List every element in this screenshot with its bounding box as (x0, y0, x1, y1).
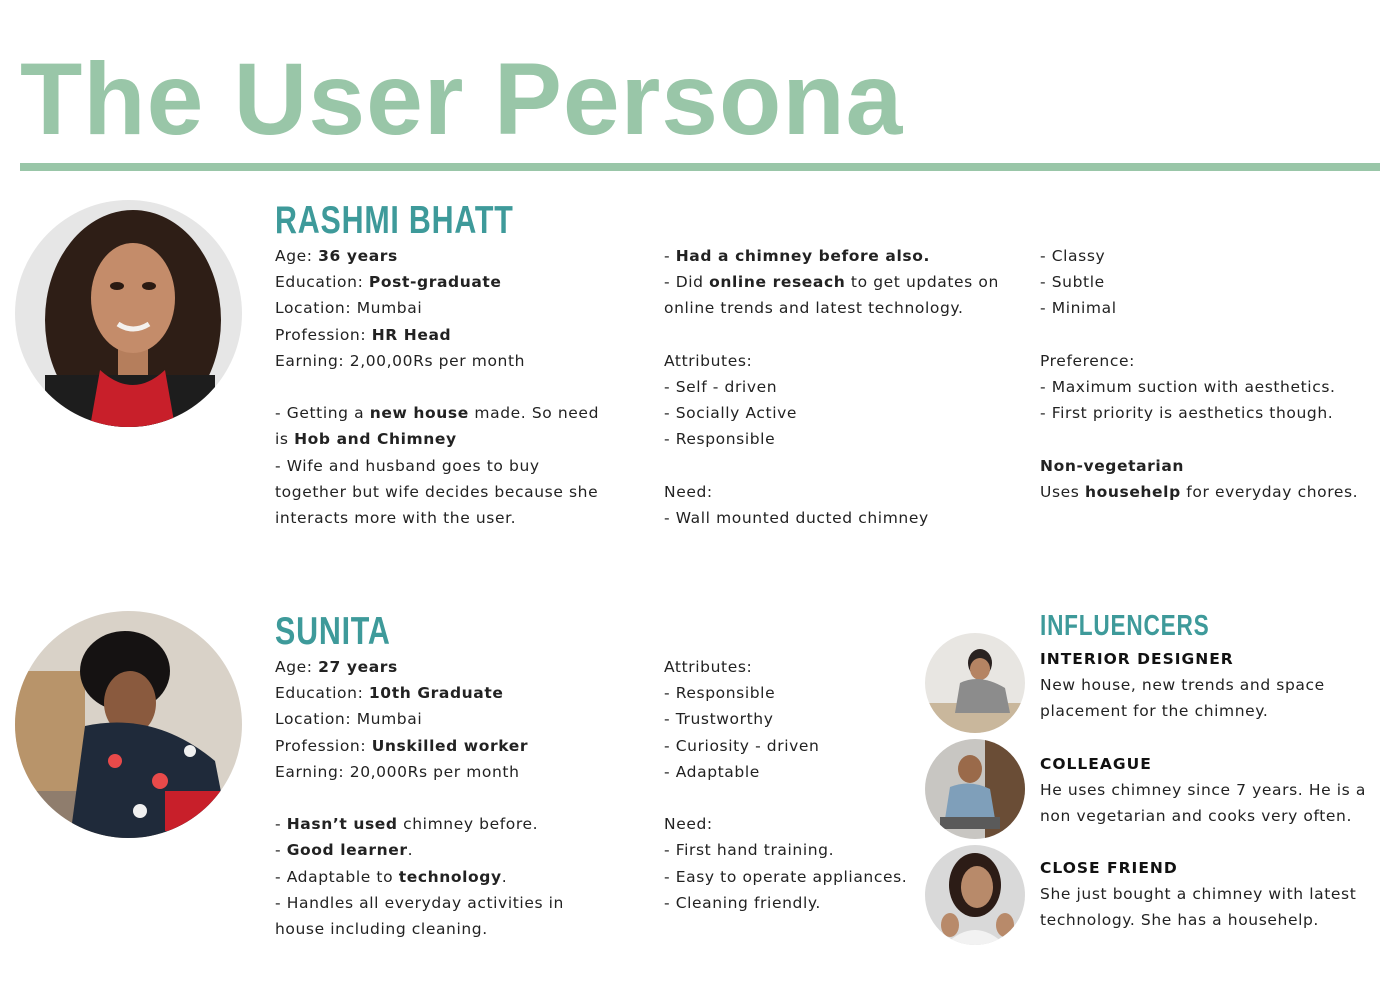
body-text: online trends and latest technology. (664, 299, 964, 318)
influencer-title-interior-designer: INTERIOR DESIGNER (1040, 650, 1234, 668)
body-text: - Socially Active (664, 404, 798, 423)
text-line (275, 453, 599, 479)
text-line (275, 864, 564, 890)
persona-photo-rashmi (15, 200, 242, 427)
body-text: - Self - driven (664, 377, 778, 396)
body-text: Age: (275, 658, 319, 676)
text-line (275, 706, 564, 732)
body-text: - Cleaning friendly. (664, 893, 821, 912)
emphasis-text: 27 years (318, 658, 398, 676)
text-line (275, 426, 599, 452)
body-text: is (275, 430, 295, 449)
body-text: Age: (275, 247, 319, 265)
body-text: Need: (664, 482, 713, 501)
persona-attributes-sunita (664, 654, 907, 916)
text-line (1040, 295, 1358, 321)
text-line (664, 322, 999, 348)
text-line (664, 479, 999, 505)
text-line (275, 348, 599, 374)
emphasis-text: Unskilled worker (371, 736, 529, 755)
body-text: - Did (664, 273, 710, 292)
text-line (664, 785, 907, 811)
text-line (664, 890, 907, 916)
body-text: Education: (275, 273, 369, 292)
body-text: chimney before. (397, 815, 539, 834)
body-text: Education: (275, 684, 369, 703)
text-line (275, 505, 599, 531)
body-text: - Responsible (664, 430, 776, 449)
text-line (664, 759, 907, 785)
portrait-photo-icon (925, 739, 1025, 839)
body-text: - (275, 841, 287, 860)
text-line (664, 243, 999, 269)
text-line (1040, 374, 1358, 400)
body-text: - Trustworthy (664, 710, 774, 729)
body-text: - Responsible (664, 684, 776, 703)
body-text: interacts more with the user. (275, 508, 517, 527)
page-title: The User Persona (20, 42, 904, 156)
emphasis-text: technology (398, 867, 502, 886)
text-line (1040, 348, 1358, 374)
body-text: - Getting a (275, 404, 370, 423)
body-text: house including cleaning. (275, 919, 488, 938)
influencer-photo-close-friend (925, 845, 1025, 945)
emphasis-text: HR Head (371, 325, 452, 344)
emphasis-text: 10th Graduate (368, 684, 504, 703)
persona-name-rashmi: RASHMI BHATT (275, 199, 514, 242)
text-line (275, 733, 564, 759)
body-text: for everyday chores. (1180, 482, 1359, 501)
text-line (664, 269, 999, 295)
text-line (664, 295, 999, 321)
body-text: - (275, 815, 287, 834)
text-line (664, 400, 999, 426)
text-line (275, 322, 599, 348)
text-line (1040, 426, 1358, 452)
persona-preferences-rashmi (1040, 243, 1358, 505)
text-line (1040, 243, 1358, 269)
text-line (1040, 453, 1358, 479)
text-line (275, 837, 564, 863)
text-line (664, 733, 907, 759)
emphasis-text: Non-vegetarian (1040, 456, 1185, 475)
body-text: Preference: (1040, 351, 1135, 370)
body-text: - Classy (1040, 247, 1106, 265)
portrait-photo-icon (15, 611, 242, 838)
body-text: Uses (1040, 482, 1085, 501)
text-line (275, 243, 599, 269)
body-text: - Maximum suction with aesthetics. (1040, 377, 1336, 396)
body-text: - (664, 247, 676, 265)
body-text: . (501, 867, 508, 886)
influencer-line: He uses chimney since 7 years. He is a (1040, 781, 1366, 799)
portrait-photo-icon (925, 633, 1025, 733)
body-text: - Easy to operate appliances. (664, 867, 908, 886)
influencer-line: She just bought a chimney with latest (1040, 885, 1357, 903)
text-line (1040, 322, 1358, 348)
text-line (664, 426, 999, 452)
emphasis-text: online reseach (709, 273, 846, 292)
influencer-line: placement for the chimney. (1040, 702, 1269, 721)
text-line (664, 706, 907, 732)
body-text: Attributes: (664, 351, 753, 370)
influencer-line: New house, new trends and space (1040, 676, 1325, 694)
emphasis-text: 36 years (318, 247, 398, 265)
text-line (664, 453, 999, 479)
body-text: - Subtle (1040, 273, 1105, 292)
text-line (275, 890, 564, 916)
emphasis-text: new house (369, 404, 469, 423)
text-line (275, 400, 599, 426)
body-text: - Adaptable to (275, 867, 399, 886)
body-text: Profession: (275, 736, 372, 755)
influencer-text-interior-designer (1040, 672, 1325, 724)
emphasis-text: Post-graduate (368, 273, 502, 292)
body-text: - Wife and husband goes to buy (275, 456, 540, 475)
persona-name-sunita: SUNITA (275, 610, 391, 653)
text-line (275, 374, 599, 400)
text-line (275, 811, 564, 837)
title-divider (20, 163, 1380, 171)
body-text: Earning: 2,00,00Rs per month (275, 351, 526, 370)
emphasis-text: Had a chimney before also. (675, 247, 930, 265)
body-text: made. So need (468, 404, 600, 423)
body-text: Location: Mumbai (275, 710, 423, 729)
text-line (275, 654, 564, 680)
body-text: - Handles all everyday activities in (275, 893, 564, 912)
text-line (275, 680, 564, 706)
influencer-title-colleague: COLLEAGUE (1040, 755, 1152, 773)
influencer-photo-interior-designer (925, 633, 1025, 733)
influencer-line: technology. She has a househelp. (1040, 911, 1319, 930)
body-text: - First hand training. (664, 841, 835, 860)
emphasis-text: Hasn’t used (286, 815, 398, 834)
body-text: to get updates on (845, 273, 999, 292)
body-text: - Minimal (1040, 299, 1117, 318)
text-line (664, 348, 999, 374)
text-line (664, 811, 907, 837)
body-text: - Wall mounted ducted chimney (664, 508, 929, 527)
text-line (664, 864, 907, 890)
emphasis-text: househelp (1084, 482, 1181, 501)
text-line (1040, 400, 1358, 426)
influencer-text-colleague (1040, 777, 1366, 829)
body-text: Attributes: (664, 658, 753, 676)
body-text: - Curiosity - driven (664, 736, 820, 755)
text-line (275, 759, 564, 785)
portrait-photo-icon (15, 200, 242, 427)
text-line (275, 269, 599, 295)
influencers-heading: INFLUENCERS (1040, 610, 1210, 642)
influencer-photo-colleague (925, 739, 1025, 839)
body-text: Need: (664, 815, 713, 834)
influencer-title-close-friend: CLOSE FRIEND (1040, 859, 1178, 877)
body-text: Earning: 20,000Rs per month (275, 762, 520, 781)
influencer-line: non vegetarian and cooks very often. (1040, 807, 1353, 826)
persona-background-rashmi (664, 243, 999, 531)
influencer-text-close-friend (1040, 881, 1356, 933)
text-line (275, 785, 564, 811)
body-text: . (407, 841, 414, 860)
text-line (275, 295, 599, 321)
text-line (1040, 479, 1358, 505)
text-line (275, 916, 564, 942)
persona-photo-sunita (15, 611, 242, 838)
persona-details-sunita (275, 654, 564, 942)
body-text: - Adaptable (664, 762, 760, 781)
text-line (664, 837, 907, 863)
text-line (664, 654, 907, 680)
text-line (664, 505, 999, 531)
body-text: together but wife decides because she (275, 482, 599, 501)
emphasis-text: Good learner (286, 841, 408, 860)
body-text: Location: Mumbai (275, 299, 423, 318)
portrait-photo-icon (925, 845, 1025, 945)
text-line (664, 374, 999, 400)
text-line (1040, 269, 1358, 295)
body-text: Profession: (275, 325, 372, 344)
text-line (664, 680, 907, 706)
text-line (275, 479, 599, 505)
emphasis-text: Hob and Chimney (294, 430, 457, 449)
persona-details-rashmi (275, 243, 599, 531)
body-text: - First priority is aesthetics though. (1040, 404, 1334, 423)
